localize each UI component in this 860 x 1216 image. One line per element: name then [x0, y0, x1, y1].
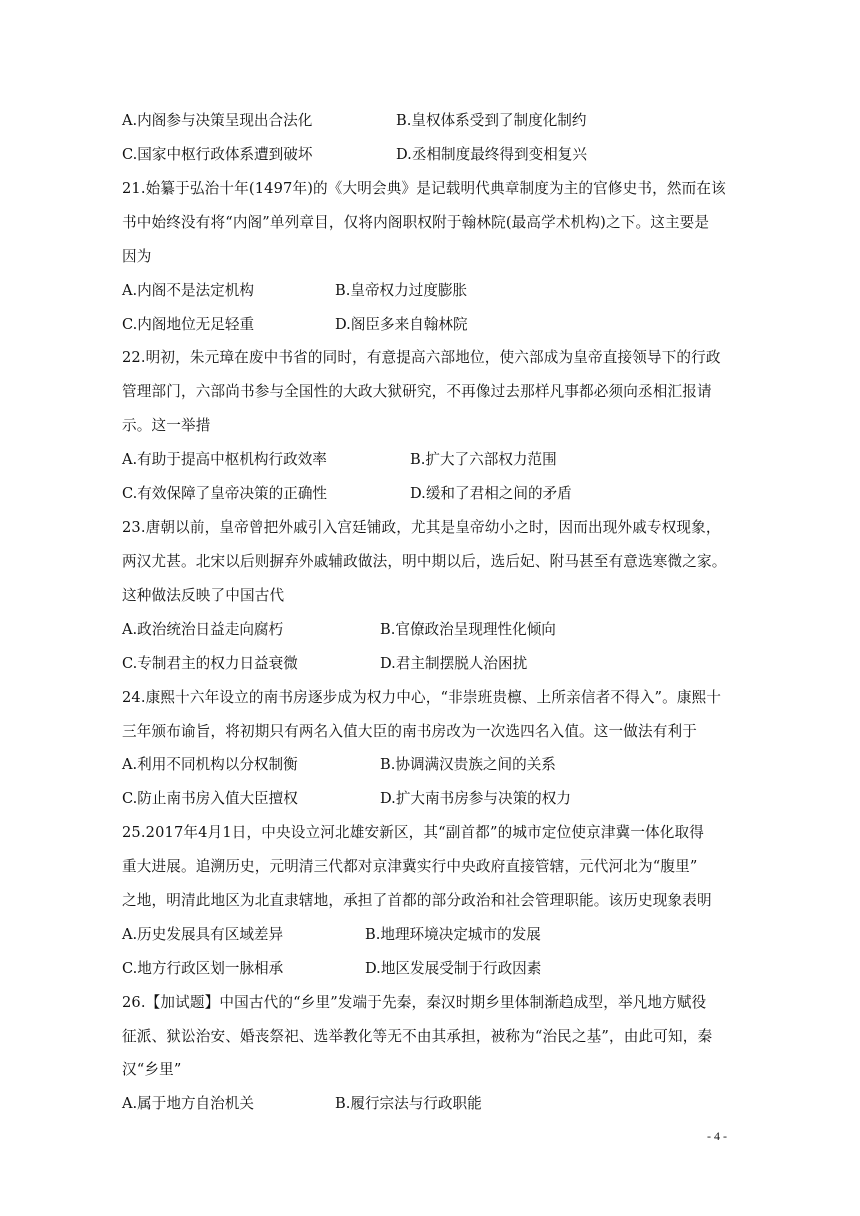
q26-stem-line-3: 汉“乡里” — [122, 1061, 182, 1078]
q22-option-b: B.扩大了六部权力范围 — [410, 451, 557, 468]
q23-option-d: D.君主制摆脱人治困扰 — [380, 655, 528, 672]
q23-option-b: B.官僚政治呈现理性化倾向 — [380, 621, 556, 638]
q26-stem-line-2: 征派、狱讼治安、婚丧祭祀、选举教化等无不由其承担，被称为“治民之基”，由此可知，秦 — [122, 1028, 713, 1045]
q20-option-c: C.国家中枢行政体系遭到破坏 — [122, 146, 313, 163]
q22-stem-line-3: 示。这一举措 — [122, 417, 211, 434]
q21-stem-line-1: 21.始纂于弘治十年(1497年)的《大明会典》是记载明代典章制度为主的官修史书，然而在该 — [122, 180, 726, 197]
q24-option-a: A.利用不同机构以分权制衡 — [122, 756, 298, 773]
q21-stem-line-3: 因为 — [122, 248, 152, 265]
page-number: - 4 - — [707, 1129, 727, 1143]
q23-stem-line-2: 两汉尤甚。北宋以后则摒弃外戚辅政做法，明中期以后，选后妃、附马甚至有意选寒微之家。 — [122, 553, 727, 570]
q25-stem-line-1: 25.2017年4月1日，中央设立河北雄安新区，其“副首都”的城市定位使京津冀一体化取得 — [122, 824, 705, 841]
q20-option-b: B.皇权体系受到了制度化制约 — [396, 112, 587, 129]
q21-option-d: D.阁臣多来自翰林院 — [335, 316, 468, 333]
q22-option-d: D.缓和了君相之间的矛盾 — [410, 485, 572, 502]
q24-option-b: B.协调满汉贵族之间的关系 — [380, 756, 556, 773]
q20-option-a: A.内阁参与决策呈现出合法化 — [122, 112, 313, 129]
q26-option-a: A.属于地方自治机关 — [122, 1095, 254, 1112]
q21-option-b: B.皇帝权力过度膨胀 — [335, 282, 468, 299]
q24-stem-line-2: 三年颁布谕旨，将初期只有两名入值大臣的南书房改为一次选四名入值。这一做法有利于 — [122, 723, 698, 740]
q23-option-c: C.专制君主的权力日益衰微 — [122, 655, 298, 672]
q23-option-a: A.政治统治日益走向腐朽 — [122, 621, 284, 638]
q24-stem-line-1: 24.康熙十六年设立的南书房逐步成为权力中心，“非崇班贵檩、上所亲信者不得入”。康熙十 — [122, 689, 722, 706]
q25-option-b: B.地理环境决定城市的发展 — [365, 926, 541, 943]
q25-option-c: C.地方行政区划一脉相承 — [122, 960, 284, 977]
q24-option-d: D.扩大南书房参与决策的权力 — [380, 790, 571, 807]
q25-option-d: D.地区发展受制于行政因素 — [365, 960, 542, 977]
q22-option-a: A.有助于提高中枢机构行政效率 — [122, 451, 327, 468]
q21-stem-line-2: 书中始终没有将“内阁”单列章目，仅将内阁职权附于翰林院(最高学术机构)之下。这主要是 — [122, 214, 710, 231]
q24-option-c: C.防止南书房入值大臣擅权 — [122, 790, 298, 807]
q21-option-c: C.内阁地位无足轻重 — [122, 316, 255, 333]
q23-stem-line-1: 23.唐朝以前，皇帝曾把外戚引入宫廷铺政，尤其是皇帝幼小之时，因而出现外戚专权现象， — [122, 519, 721, 536]
q26-option-b: B.履行宗法与行政职能 — [335, 1095, 482, 1112]
q20-option-d: D.丞相制度最终得到变相复兴 — [396, 146, 587, 163]
q22-option-c: C.有效保障了皇帝决策的正确性 — [122, 485, 328, 502]
q25-stem-line-2: 重大进展。追溯历史，元明清三代都对京津冀实行中央政府直接管辖，元代河北为“腹里” — [122, 858, 698, 875]
q25-stem-line-3: 之地，明清此地区为北直隶辖地，承担了首都的部分政治和社会管理职能。该历史现象表明 — [122, 892, 712, 909]
q23-stem-line-3: 这种做法反映了中国古代 — [122, 587, 285, 604]
q22-stem-line-1: 22.明初，朱元璋在废中书省的同时，有意提高六部地位，使六部成为皇帝直接领导下的行政 — [122, 349, 721, 366]
q26-stem-line-1: 26.【加试题】中国古代的“乡里”发端于先秦，秦汉时期乡里体制渐趋成型，举凡地方赋役 — [122, 994, 707, 1011]
q25-option-a: A.历史发展具有区域差异 — [122, 926, 284, 943]
q22-stem-line-2: 管理部门，六部尚书参与全国性的大政大狱研究，不再像过去那样凡事都必须向丞相汇报请 — [122, 383, 712, 400]
q21-option-a: A.内阁不是法定机构 — [122, 282, 254, 299]
